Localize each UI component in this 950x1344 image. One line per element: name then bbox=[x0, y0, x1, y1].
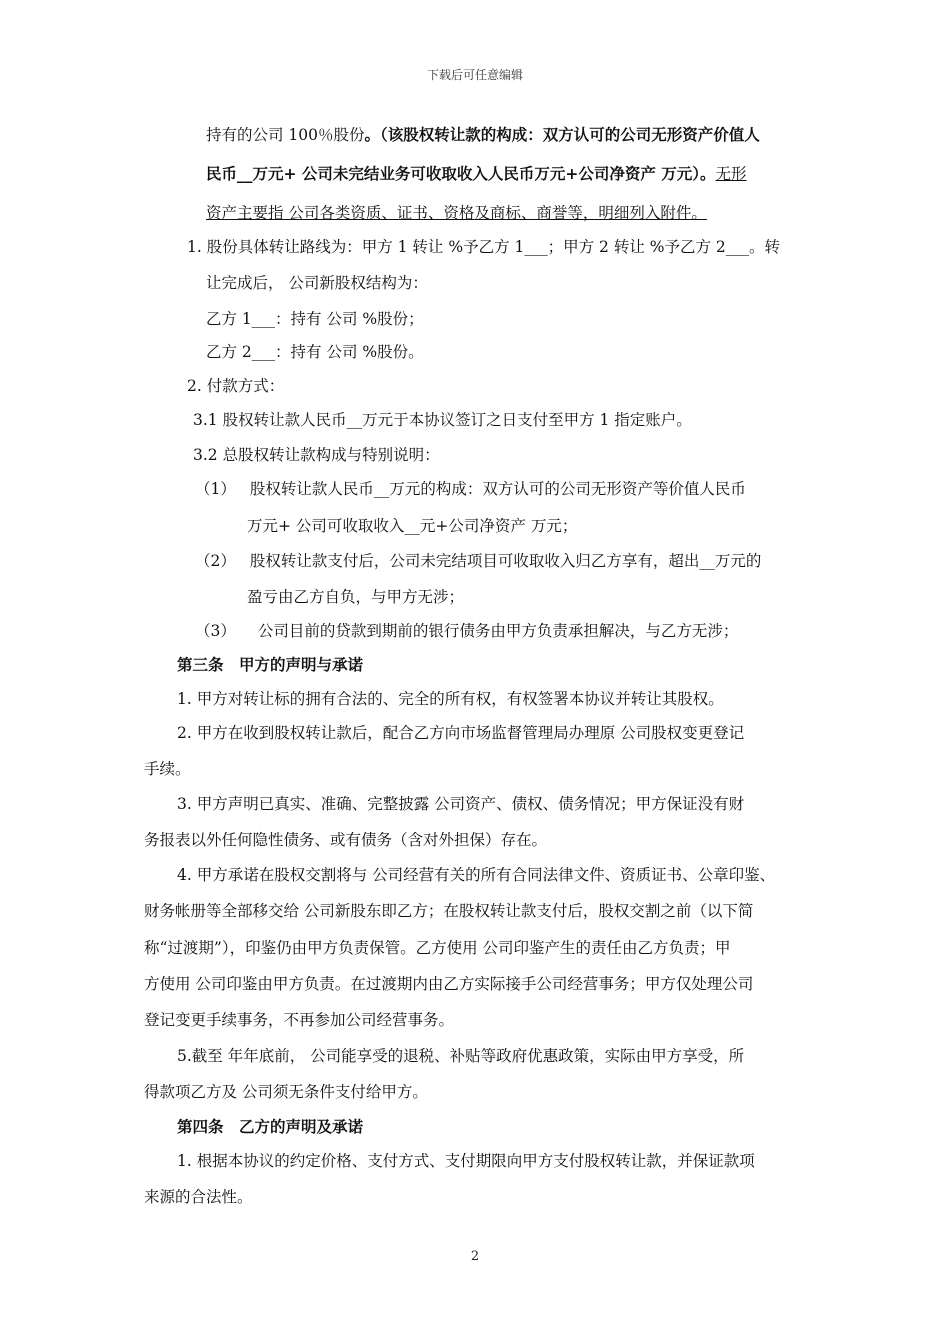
paragraph-line: 1. 甲方对转让标的拥有合法的、完全的所有权，有权签署本协议并转让其股权。 bbox=[177, 690, 724, 708]
paragraph-line: 方使用 公司印鉴由甲方负责。在过渡期内由乙方实际接手公司经营事务；甲方仅处理公司 bbox=[144, 975, 754, 993]
paragraph-line: 得款项乙方及 公司须无条件支付给甲方。 bbox=[144, 1083, 428, 1101]
paragraph-line: 财务帐册等全部移交给 公司新股东即乙方；在股权转让款支付后，股权交割之前（以下简 bbox=[144, 902, 754, 920]
paragraph-line: 乙方 1___：持有 公司 %股份； bbox=[206, 310, 424, 328]
paragraph-line: 让完成后， 公司新股权结构为： bbox=[206, 274, 428, 292]
list-item: 3.2 总股权转让款构成与特别说明： bbox=[193, 446, 440, 464]
list-item: （2） 股权转让款支付后，公司未完结项目可收取收入归乙方享有，超出__万元的 bbox=[195, 552, 762, 570]
paragraph-line: 务报表以外任何隐性债务、或有债务（含对外担保）存在。 bbox=[144, 831, 548, 849]
paragraph-line: 3. 甲方声明已真实、准确、完整披露 公司资产、债权、债务情况；甲方保证没有财 bbox=[177, 795, 745, 813]
paragraph-line: 4. 甲方承诺在股权交割将与 公司经营有关的所有合同法律文件、资质证书、公章印鉴、 bbox=[177, 866, 776, 884]
paragraph-line: 手续。 bbox=[144, 760, 191, 778]
list-item: （1） 股权转让款人民币__万元的构成：双方认可的公司无形资产等价值人民币 bbox=[195, 480, 746, 498]
paragraph-line: 盈亏由乙方自负，与甲方无涉； bbox=[247, 588, 465, 606]
paragraph-line: 称“过渡期”），印鉴仍由甲方负责保管。乙方使用 公司印鉴产生的责任由乙方负责；甲 bbox=[144, 939, 731, 957]
paragraph-line: 2. 甲方在收到股权转让款后，配合乙方向市场监督管理局办理原 公司股权变更登记 bbox=[177, 724, 745, 742]
paragraph-line: 民币__万元+ 公司未完结业务可收取收入人民币万元+公司净资产 万元）。无形 bbox=[206, 164, 747, 183]
paragraph-line: 万元+ 公司可收取收入__元+公司净资产 万元； bbox=[247, 517, 578, 535]
paragraph-line: 持有的公司 100％股份。（该股权转让款的构成：双方认可的公司无形资产价值人 bbox=[206, 125, 760, 144]
list-item: （3） 公司目前的贷款到期前的银行债务由甲方负责承担解决，与乙方无涉； bbox=[195, 622, 739, 640]
list-item: 2. 付款方式： bbox=[187, 377, 285, 395]
paragraph-line: 登记变更手续事务，不再参加公司经营事务。 bbox=[144, 1011, 455, 1029]
page-header: 下载后可任意编辑 bbox=[426, 68, 523, 82]
paragraph-line: 来源的合法性。 bbox=[144, 1188, 253, 1206]
list-item: 3.1 股权转让款人民币__万元于本协议签订之日支付至甲方 1 指定账户。 bbox=[193, 411, 692, 429]
paragraph-line: 5.截至 年年底前， 公司能享受的退税、补贴等政府优惠政策，实际由甲方享受，所 bbox=[177, 1047, 745, 1065]
paragraph-line: 乙方 2___：持有 公司 %股份。 bbox=[206, 343, 424, 361]
page-number: 2 bbox=[470, 1249, 480, 1264]
paragraph-line: 1. 根据本协议的约定价格、支付方式、支付期限向甲方支付股权转让款，并保证款项 bbox=[177, 1152, 755, 1170]
list-item: 1. 股份具体转让路线为：甲方 1 转让 %予乙方 1___；甲方 2 转让 %予乙方 2___。转 bbox=[187, 238, 781, 256]
paragraph-line: 资产主要指 公司各类资质、证书、资格及商标、商誉等，明细列入附件。 bbox=[206, 204, 707, 222]
section-heading: 第三条 甲方的声明与承诺 bbox=[177, 655, 364, 674]
section-heading: 第四条 乙方的声明及承诺 bbox=[177, 1117, 364, 1136]
